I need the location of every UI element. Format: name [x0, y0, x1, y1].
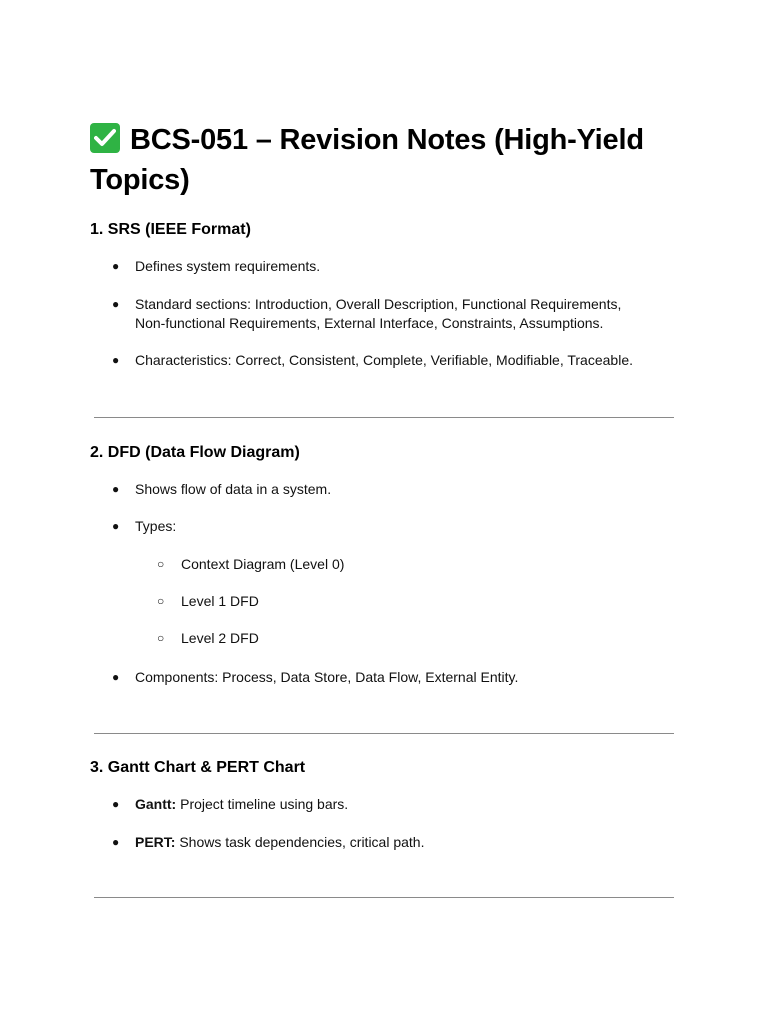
- hollow-bullet-icon: ○: [157, 631, 165, 645]
- list-item: ● Defines system requirements.: [112, 258, 321, 274]
- sub-list-item: ○ Level 1 DFD: [157, 593, 259, 609]
- section-heading-gantt-pert: 3. Gantt Chart & PERT Chart: [90, 759, 306, 776]
- sub-list-item: ○ Level 2 DFD: [157, 630, 259, 646]
- page-title-text: BCS-051 – Revision Notes (High-Yield Topics): [90, 124, 644, 196]
- section-heading-srs: 1. SRS (IEEE Format): [90, 221, 251, 238]
- list-item: ● Gantt: Project timeline using bars.: [112, 796, 349, 812]
- section-divider: [94, 897, 674, 898]
- bullet-icon: ●: [112, 835, 120, 849]
- bullet-icon: ●: [112, 797, 120, 811]
- list-item: ● Shows flow of data in a system.: [112, 481, 332, 497]
- list-item: ● PERT: Shows task dependencies, critical path.: [112, 834, 425, 850]
- section-divider: [94, 417, 674, 418]
- bullet-icon: ●: [112, 297, 120, 311]
- list-item: ● Standard sections: Introduction, Overall Description, Functional Requirements, Non-functional Requirements, External Interface, Constraints, Assumptions.: [112, 296, 622, 331]
- page-title: [90, 120, 690, 200]
- hollow-bullet-icon: ○: [157, 557, 165, 571]
- section-divider: [94, 733, 674, 734]
- bullet-icon: ●: [112, 482, 120, 496]
- bullet-icon: ●: [112, 519, 120, 533]
- list-item: ● Types:: [112, 518, 177, 534]
- hollow-bullet-icon: ○: [157, 594, 165, 608]
- term-label: PERT:: [135, 834, 176, 850]
- list-item: ● Components: Process, Data Store, Data Flow, External Entity.: [112, 669, 519, 685]
- bullet-icon: ●: [112, 259, 120, 273]
- bullet-icon: ●: [112, 670, 120, 684]
- bullet-icon: ●: [112, 353, 120, 367]
- check-mark-button-icon: [90, 123, 120, 153]
- section-heading-dfd: 2. DFD (Data Flow Diagram): [90, 444, 300, 461]
- list-item: ● Characteristics: Correct, Consistent, Complete, Verifiable, Modifiable, Traceable.: [112, 352, 633, 368]
- sub-list-item: ○ Context Diagram (Level 0): [157, 556, 345, 572]
- term-label: Gantt:: [135, 796, 177, 812]
